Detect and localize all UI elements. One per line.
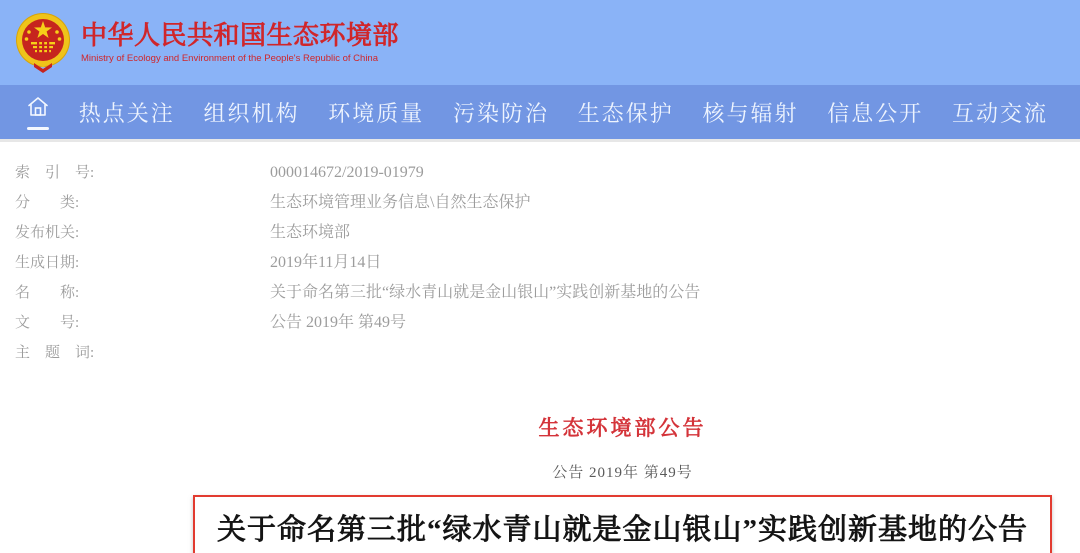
meta-value: 000014672/2019-01979 bbox=[270, 164, 424, 182]
announcement-headline: 关于命名第三批“绿水青山就是金山银山”实践创新基地的公告 bbox=[193, 495, 1052, 553]
site-subtitle-en: Ministry of Ecology and Environment of the People's Republic of China bbox=[81, 52, 379, 64]
nav-item-hot-topics[interactable]: 热点关注 bbox=[78, 100, 175, 126]
nav-item-interaction[interactable]: 互动交流 bbox=[951, 100, 1048, 126]
meta-label: 文 号: bbox=[15, 315, 80, 332]
home-icon bbox=[26, 95, 50, 123]
announcement-agency-title: 生态环境部公告 bbox=[538, 416, 707, 440]
nav-active-indicator bbox=[27, 127, 49, 130]
nav-item-organization[interactable]: 组织机构 bbox=[203, 100, 300, 126]
meta-label: 分 类: bbox=[15, 195, 80, 212]
meta-row-title bbox=[15, 278, 1080, 308]
announcement-section bbox=[193, 412, 1052, 553]
meta-value: 生态环境管理业务信息\自然生态保护 bbox=[270, 194, 531, 212]
meta-value: 公告 2019年 第49号 bbox=[270, 314, 407, 332]
document-metadata bbox=[0, 158, 1080, 368]
site-banner bbox=[0, 0, 1080, 85]
nav-item-environment-quality[interactable]: 环境质量 bbox=[328, 100, 425, 126]
meta-value: 2019年11月14日 bbox=[270, 254, 382, 272]
nav-item-pollution-control[interactable]: 污染防治 bbox=[452, 100, 549, 126]
meta-label: 名 称: bbox=[15, 285, 80, 302]
meta-row-issuing-agency bbox=[15, 218, 1080, 248]
nav-item-info-disclosure[interactable]: 信息公开 bbox=[827, 100, 924, 126]
announcement-doc-number: 公告 2019年 第49号 bbox=[552, 465, 693, 481]
nav-item-nuclear-radiation[interactable]: 核与辐射 bbox=[702, 100, 799, 126]
meta-row-index-number bbox=[15, 158, 1080, 188]
nav-home-button[interactable] bbox=[26, 95, 50, 130]
nav-item-ecology-protection[interactable]: 生态保护 bbox=[577, 100, 674, 126]
meta-label: 主 题 词: bbox=[15, 345, 95, 362]
meta-label: 生成日期: bbox=[15, 255, 80, 272]
meta-label: 索 引 号: bbox=[15, 165, 95, 182]
meta-row-doc-number bbox=[15, 308, 1080, 338]
meta-value: 关于命名第三批“绿水青山就是金山银山”实践创新基地的公告 bbox=[270, 284, 701, 302]
main-navbar bbox=[0, 85, 1080, 142]
meta-label: 发布机关: bbox=[15, 225, 80, 242]
meta-row-keywords bbox=[15, 338, 1080, 368]
meta-row-date bbox=[15, 248, 1080, 278]
site-title: 中华人民共和国生态环境部 bbox=[81, 20, 400, 51]
national-emblem-icon bbox=[14, 11, 72, 75]
meta-value: 生态环境部 bbox=[270, 224, 351, 242]
meta-row-category bbox=[15, 188, 1080, 218]
